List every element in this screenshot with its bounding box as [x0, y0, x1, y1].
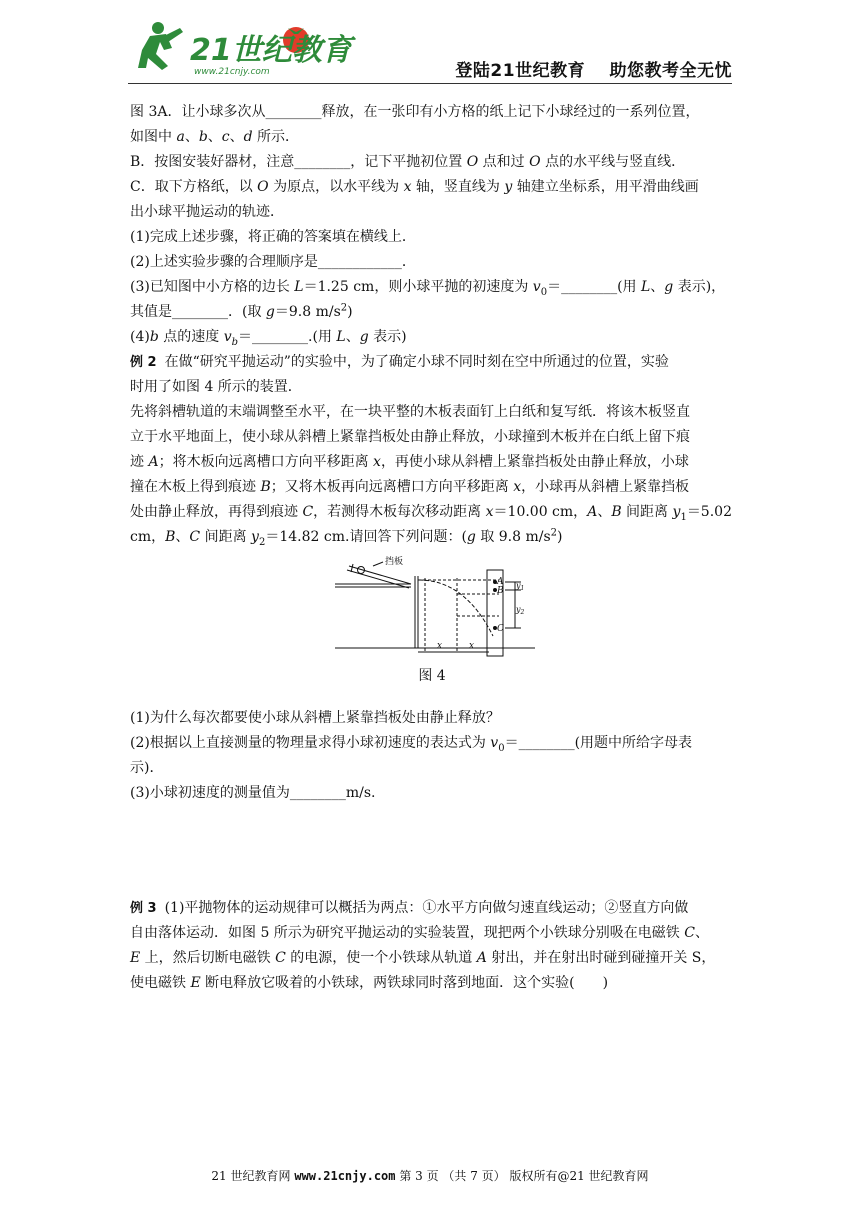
text-line: 使电磁铁 E 断电释放它吸着的小铁球，两铁球同时落到地面．这个实验( )	[130, 975, 609, 991]
question-2: (2)根据以上直接测量的物理量求得小球初速度的表达式为 $v_0=\_\_\_\_\_\_\_\_$(用题中所给字母表	[130, 735, 693, 754]
text-line: 出小球平抛运动的轨迹．	[130, 204, 284, 220]
text-line: 自由落体运动．如图 5 所示为研究平抛运动的实验装置，现把两个小铁球分别吸在电磁铁 C、	[130, 925, 709, 941]
document-body	[130, 100, 734, 996]
figure-4-caption: 图 4	[418, 668, 446, 684]
header-slogan	[455, 56, 732, 81]
text-line: cm，B、C 间距离 $y_2=14.82$ cm.请回答下列问题：(g 取 9.8 $m/s^2$)	[130, 527, 563, 548]
text-line: 图 3A．让小球多次从________释放，在一张印有小方格的纸上记下小球经过的一系列位置，	[130, 104, 700, 120]
question-1: (1)为什么每次都要使小球从斜槽上紧靠挡板处由静止释放？	[130, 710, 500, 726]
label-y2: $y_2$	[516, 605, 525, 616]
text-line: (2)上述实验步骤的合理顺序是____________．	[130, 254, 416, 270]
label-x2: x	[469, 641, 475, 651]
text-line: (3)已知图中小方格的边长 L＝1.25 cm，则小球平抛的初速度为 $v_0=\_\_\_\_\_\_\_\_$(用 L、g 表示)，	[130, 279, 726, 298]
logo-url: www.21cnjy.com	[194, 67, 270, 77]
baffle-pointer	[373, 562, 383, 566]
figure-4	[130, 556, 734, 706]
example-3-label: 例 3	[130, 901, 157, 916]
slogan-login: 登陆21世纪教育	[455, 61, 586, 81]
ramp-line	[349, 566, 411, 584]
logo-title: 21世纪教育	[190, 33, 352, 68]
text-line: (1)完成上述步骤，将正确的答案填在横线上．	[130, 229, 416, 245]
text-line: (4)b 点的速度 $v_b=\_\_\_\_\_\_\_\_$.(用 L、g 表示)	[130, 329, 407, 348]
text-line: 其值是________．(取 g＝9.8 $m/s^2$)	[130, 302, 353, 320]
text-line: 撞在木板上得到痕迹 B；又将木板再向远离槽口方向平移距离 x，小球再从斜槽上紧靠挡板	[130, 479, 690, 495]
text-line: 示)．	[130, 760, 164, 776]
example-2-label: 例 2	[130, 355, 157, 370]
text-line: C．取下方格纸，以 O 为原点，以水平线为 x 轴，竖直线为 y 轴建立坐标系，用平滑曲线画	[130, 179, 699, 195]
header-divider	[128, 83, 732, 84]
footer-site-name: 21 世纪教育网	[211, 1169, 291, 1183]
text-line: E 上，然后切断电磁铁 C 的电源，使一个小铁球从轨道 A 射出，并在射出时碰到碰撞开关 S，	[130, 950, 716, 966]
text-line: 处由静止释放，再得到痕迹 C，若测得木板每次移动距离 x＝10.00 cm，A、B 间距离 $y_1=5.02$	[130, 504, 732, 523]
baffle-label: 挡板	[385, 557, 404, 567]
point-c: C	[497, 624, 504, 634]
trajectory	[419, 580, 493, 636]
example-3-intro: 例 3 (1)平抛物体的运动规律可以概括为两点：①水平方向做匀速直线运动；②竖直方向做	[130, 900, 689, 916]
text-line: 如图中 a、b、c、d 所示．	[130, 129, 300, 145]
question-3: (3)小球初速度的测量值为________m/s.	[130, 785, 376, 801]
apparatus-diagram	[325, 556, 545, 656]
text-line: 时用了如图 4 所示的装置．	[130, 379, 302, 395]
example-2-intro: 例 2 在做“研究平抛运动”的实验中，为了确定小球不同时刻在空中所通过的位置，实验	[130, 354, 669, 370]
point-b: B	[497, 586, 504, 596]
label-y1: $y_1$	[516, 581, 525, 592]
text-line: 先将斜槽轨道的末端调整至水平，在一块平整的木板表面钉上白纸和复写纸．将该木板竖直	[130, 404, 690, 420]
slogan-help: 助您教考全无忧	[609, 61, 732, 81]
text-line: B．按图安装好器材，注意________，记下平抛初位置 O 点和过 O 点的水平线与竖直线．	[130, 154, 686, 170]
label-x1: x	[437, 641, 443, 651]
page-footer	[0, 1167, 860, 1184]
text-line: 迹 A；将木板向远离槽口方向平移距离 x，再使小球从斜槽上紧靠挡板处由静止释放，小球	[130, 454, 689, 470]
point-a: A	[497, 577, 504, 587]
site-logo	[128, 14, 352, 78]
footer-url: www.21cnjy.com	[294, 1169, 396, 1183]
footer-page-info: 第 3 页 （共 7 页） 版权所有@21 世纪教育网	[395, 1169, 649, 1183]
text-line: 立于水平地面上，使小球从斜槽上紧靠挡板处由静止释放，小球撞到木板并在白纸上留下痕	[130, 429, 690, 445]
baffle-line	[351, 564, 353, 572]
